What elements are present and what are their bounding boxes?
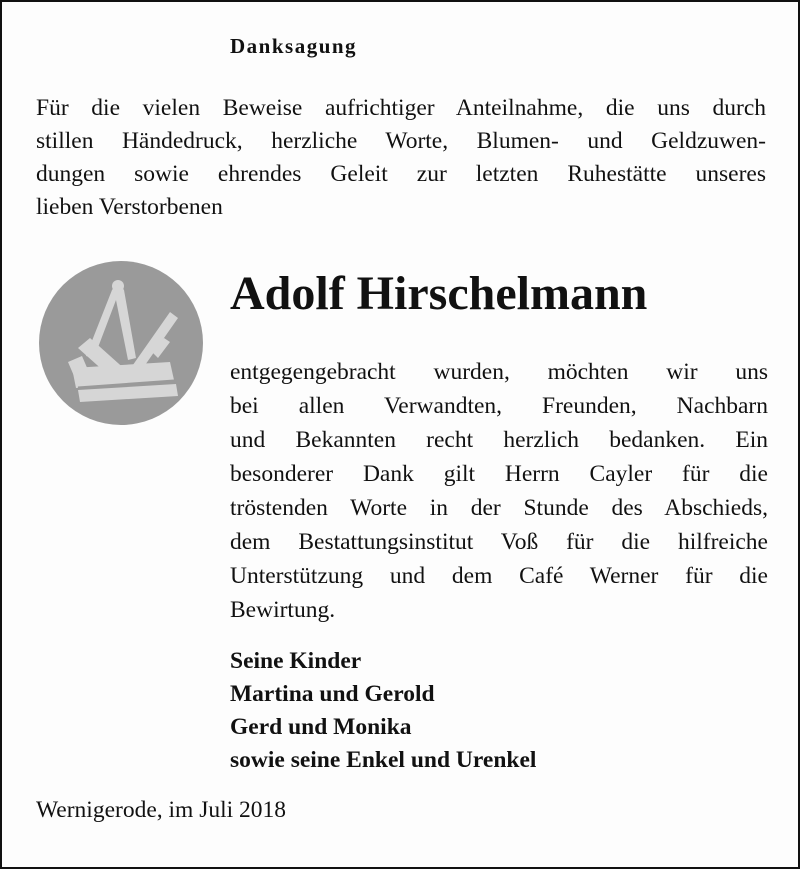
body-line: bei allen Verwandten, Freunden, Nachbarn	[230, 393, 768, 419]
thanks-paragraph	[230, 355, 768, 627]
signature-line: Martina und Gerold	[230, 681, 435, 707]
intro-line: stillen Händedruck, herzliche Worte, Blumen- und Geldzuwen-	[36, 128, 766, 154]
body-line: Bewirtung.	[230, 597, 336, 623]
place-date: Wernigerode, im Juli 2018	[36, 797, 287, 823]
signatures	[230, 645, 536, 777]
carpenter-tools-icon	[38, 260, 204, 426]
body-line: und Bekannten recht herzlich bedanken. Ein	[230, 427, 768, 453]
signature-line: sowie seine Enkel und Urenkel	[230, 747, 537, 773]
signature-line: Seine Kinder	[230, 648, 362, 674]
body-line: besonderer Dank gilt Herrn Cayler für die	[230, 461, 768, 487]
body-line: dem Bestattungsinstitut Voß für die hilfreiche	[230, 529, 768, 555]
body-line: tröstenden Worte in der Stunde des Abschieds,	[230, 495, 768, 521]
intro-line: lieben Verstorbenen	[36, 194, 223, 220]
signature-line: Gerd und Monika	[230, 714, 412, 740]
intro-paragraph	[36, 92, 766, 224]
body-line: entgegengebracht wurden, möchten wir uns	[230, 359, 768, 385]
heading: Danksagung	[230, 34, 358, 58]
deceased-name: Adolf Hirschelmann	[230, 267, 648, 320]
body-line: Unterstützung und dem Café Werner für die	[230, 563, 768, 589]
intro-line: dungen sowie ehrendes Geleit zur letzten Ruhestätte unseres	[36, 161, 766, 187]
intro-line: Für die vielen Beweise aufrichtiger Anteilnahme, die uns durch	[36, 95, 766, 121]
